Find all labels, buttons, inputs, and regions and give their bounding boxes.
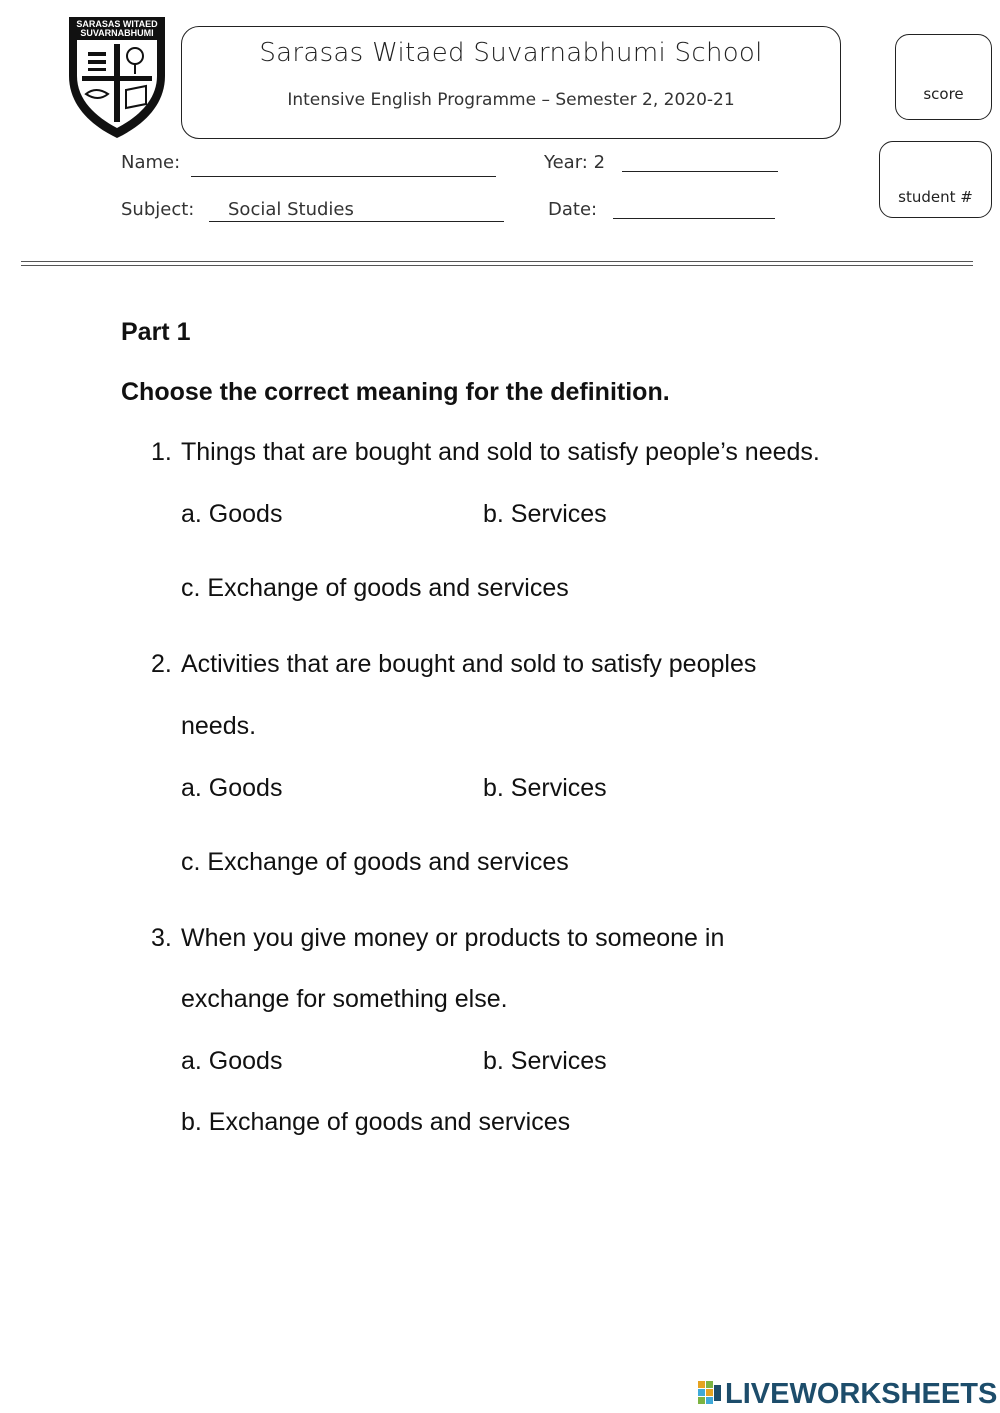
score-label: score [923, 85, 964, 103]
question-1-option-c[interactable]: c. Exchange of goods and services [181, 574, 569, 602]
question-2-option-c[interactable]: c. Exchange of goods and services [181, 848, 569, 876]
question-3-number: 3. [151, 924, 172, 952]
date-field[interactable] [613, 218, 775, 219]
year-field[interactable] [622, 171, 778, 172]
name-label: Name: [121, 152, 181, 173]
school-name: Sarasas Witaed Suvarnabhumi School [259, 38, 763, 68]
subject-field [209, 221, 504, 222]
student-number-label: student # [898, 188, 973, 206]
liveworksheets-logo[interactable] [698, 1378, 998, 1410]
liveworksheets-icon [698, 1381, 722, 1405]
school-logo [66, 14, 168, 140]
question-1-option-b[interactable]: b. Services [483, 500, 607, 528]
instructions: Choose the correct meaning for the definition. [121, 378, 670, 406]
date-label: Date: [548, 199, 598, 220]
question-1-number: 1. [151, 438, 172, 466]
logo-text-line2: SUVARNABHUMI [80, 28, 154, 38]
question-3-text-line1: When you give money or products to someone in [181, 924, 725, 952]
header-divider-secondary [21, 265, 973, 266]
score-box[interactable] [895, 34, 992, 120]
student-number-box[interactable] [879, 141, 992, 218]
question-1-text: Things that are bought and sold to satisfy people’s needs. [181, 438, 820, 466]
year-label: Year: 2 [544, 152, 606, 173]
programme-subtitle: Intensive English Programme – Semester 2, 2020-21 [287, 90, 735, 110]
question-3-option-b[interactable]: b. Services [483, 1047, 607, 1075]
question-1-option-a[interactable]: a. Goods [181, 500, 283, 528]
question-2-text-line2: needs. [181, 712, 257, 740]
question-2-number: 2. [151, 650, 172, 678]
name-field[interactable] [191, 176, 496, 177]
liveworksheets-brand-text: LIVEWORKSHEETS [725, 1378, 998, 1410]
header-divider [21, 261, 973, 262]
question-2-text-line1: Activities that are bought and sold to satisfy peoples [181, 650, 757, 678]
question-3-option-a[interactable]: a. Goods [181, 1047, 283, 1075]
subject-label: Subject: [121, 199, 195, 220]
question-2-option-a[interactable]: a. Goods [181, 774, 283, 802]
question-3-option-c[interactable]: b. Exchange of goods and services [181, 1108, 571, 1136]
subject-value: Social Studies [228, 199, 354, 220]
part-title: Part 1 [121, 318, 191, 346]
logo-text-line1: SARASAS WITAED [76, 19, 158, 29]
question-3-text-line2: exchange for something else. [181, 985, 508, 1013]
question-2-option-b[interactable]: b. Services [483, 774, 607, 802]
school-crest-icon [66, 14, 168, 140]
